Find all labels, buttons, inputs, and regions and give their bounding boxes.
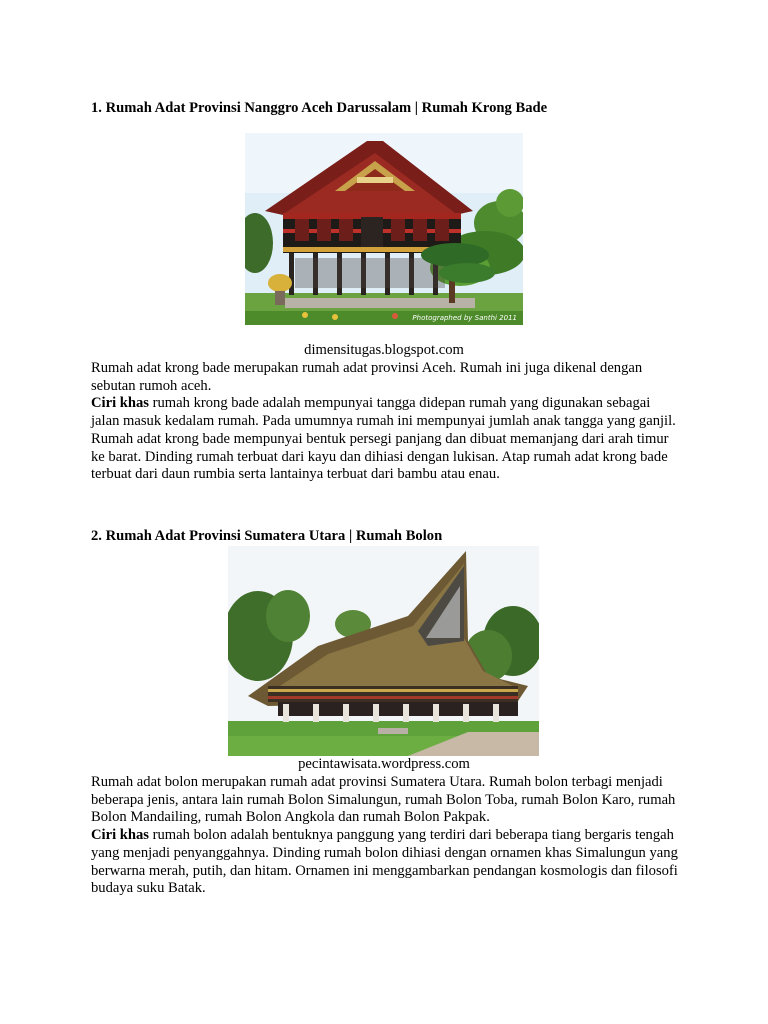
section-1-paragraph-3: Rumah adat krong bade mempunyai bentuk persegi panjang dan dibuat memanjang dari arah timur ke barat. Dinding rumah terbuat dari kayu dan dihiasi dengan lukisan. Atap rumah adat krong bade terbuat dari daun rumbia serta lantainya terbuat dari bambu atau enau. (91, 430, 669, 483)
ciri-khas-label: Ciri khas (91, 395, 149, 412)
section-2-paragraph-2 (91, 827, 681, 898)
rumah-krong-bade-photo (245, 133, 523, 325)
section-1-paragraph-1: Rumah adat krong bade merupakan rumah adat provinsi Aceh. Rumah ini juga dikenal dengan sebutan rumoh aceh. (91, 360, 643, 394)
section-1-body (91, 360, 681, 484)
section-2-body (91, 774, 681, 898)
aceh-house-illustration (245, 133, 523, 325)
photo-watermark: Photographed by Santhi 2011 (412, 314, 517, 322)
ciri-khas-label-2: Ciri khas (91, 827, 149, 844)
rumah-bolon-photo (228, 546, 539, 756)
section-1-heading: 1. Rumah Adat Provinsi Nanggro Aceh Darussalam | Rumah Krong Bade (91, 100, 548, 116)
bolon-house-illustration (228, 546, 539, 756)
section-2-paragraph-1: Rumah adat bolon merupakan rumah adat provinsi Sumatera Utara. Rumah bolon terbagi menjadi beberapa jenis, antara lain rumah Bolon Simalungun, rumah Bolon Toba, rumah Bolon Karo, rumah Bolon Mandailing, rumah Bolon Angkola dan rumah Bolon Pakpak. (91, 774, 676, 826)
section-2-paragraph-2-text: rumah bolon adalah bentuknya panggung yang terdiri dari beberapa tiang bergaris tengah yang menjadi penyanggahnya. Dinding rumah bolon dihiasi dengan ornamen khas Simalungun yang berwarna merah, putih, dan hitam. Ornamen ini menggambarkan pendangan kosmologis dan filosofi budaya suku Batak. (91, 827, 678, 897)
section-2-caption: pecintawisata.wordpress.com (298, 756, 470, 772)
section-1-caption: dimensitugas.blogspot.com (304, 342, 464, 358)
section-1-paragraph-2-text: rumah krong bade adalah mempunyai tangga didepan rumah yang digunakan sebagai jalan masuk kedalam rumah. Pada umumnya rumah ini mempunyai jumlah anak tangga yang ganjil. (91, 395, 676, 430)
section-2-heading: 2. Rumah Adat Provinsi Sumatera Utara | Rumah Bolon (91, 528, 443, 544)
section-1-paragraph-2 (91, 395, 681, 430)
